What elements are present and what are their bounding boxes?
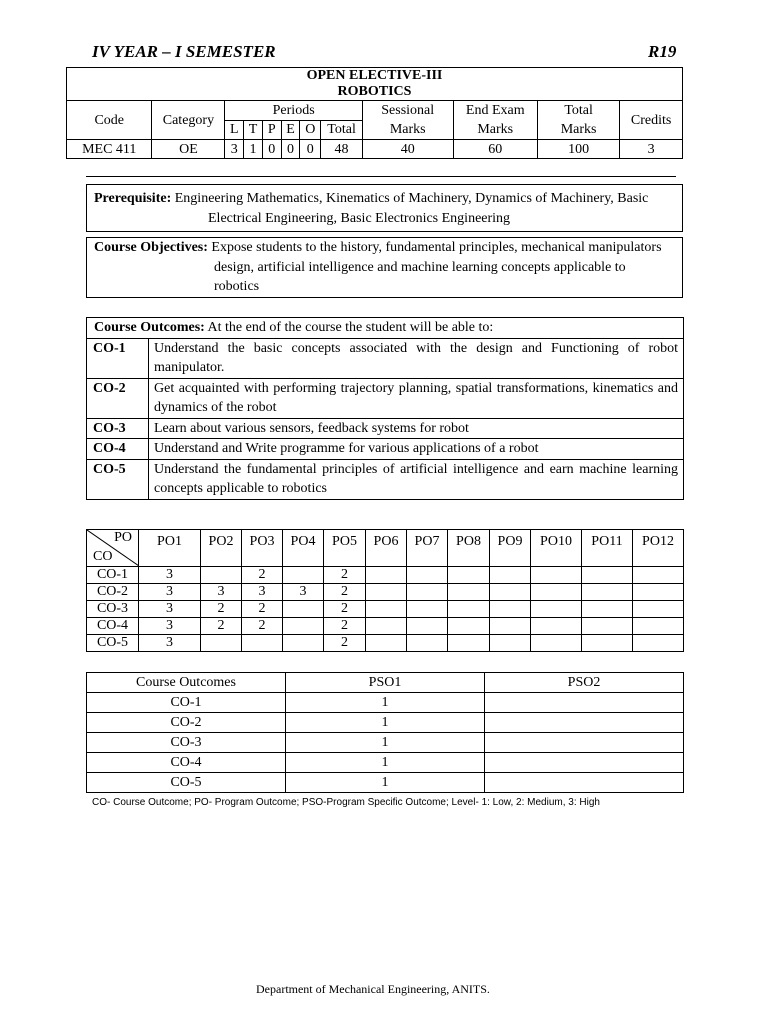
po-column-header: PO10 — [531, 530, 582, 567]
co-pso-matrix — [86, 672, 684, 793]
po-cell — [201, 635, 242, 652]
table-row — [87, 713, 684, 733]
po-cell — [283, 567, 324, 584]
pso-cell-pso2 — [485, 713, 684, 733]
po-cell — [490, 601, 531, 618]
po-cell — [242, 635, 283, 652]
course-outcomes-table — [86, 317, 684, 500]
po-row-co: CO-3 — [87, 601, 139, 618]
co-text: Understand and Write programme for various applications of a robot — [149, 439, 684, 460]
corner-co-label: CO — [93, 549, 113, 564]
l-value: 3 — [225, 140, 244, 159]
prerequisite-box — [86, 184, 683, 232]
objectives-text: Expose students to the history, fundamental principles, mechanical manipulators design, artificial intelligence and machine learning concepts applicable to robotics — [211, 240, 662, 294]
table-row — [87, 567, 684, 584]
po-cell: 2 — [324, 567, 366, 584]
po-cell: 3 — [242, 584, 283, 601]
corner-po-label: PO — [114, 530, 132, 545]
endexam-header: End Exam Marks — [453, 101, 537, 140]
po-cell — [582, 584, 633, 601]
po-cell — [448, 584, 490, 601]
po-column-header: PO3 — [242, 530, 283, 567]
outcomes-intro: At the end of the course the student will be able to: — [207, 320, 494, 335]
po-cell — [531, 601, 582, 618]
po-cell: 2 — [242, 618, 283, 635]
po-cell — [407, 635, 448, 652]
objectives-box — [86, 237, 683, 298]
po-cell — [582, 567, 633, 584]
po-cell: 3 — [139, 584, 201, 601]
outcomes-intro-row — [87, 318, 684, 339]
table-row — [87, 378, 684, 418]
po-cell: 2 — [201, 618, 242, 635]
po-matrix-body — [87, 567, 684, 652]
po-cell — [366, 584, 407, 601]
po-cell — [407, 567, 448, 584]
po-column-header: PO12 — [633, 530, 684, 567]
o-value: 0 — [300, 140, 321, 159]
po-cell: 2 — [324, 584, 366, 601]
category-header: Category — [152, 101, 225, 140]
total-periods-value: 48 — [321, 140, 363, 159]
po-column-header: PO8 — [448, 530, 490, 567]
course-title-cell — [67, 68, 683, 101]
co-text: Understand the basic concepts associated with the design and Functioning of robot manipulator. — [149, 338, 684, 378]
prerequisite-label: Prerequisite: — [94, 191, 172, 206]
pso-header-pso2: PSO2 — [485, 673, 684, 693]
po-cell — [531, 584, 582, 601]
pso-cell-co: CO-3 — [87, 733, 286, 753]
table-row — [87, 601, 684, 618]
table-row — [87, 733, 684, 753]
po-column-header: PO2 — [201, 530, 242, 567]
po-cell: 2 — [324, 601, 366, 618]
table-row — [87, 635, 684, 652]
credits-value: 3 — [620, 140, 683, 159]
po-cell — [633, 635, 684, 652]
po-cell — [448, 601, 490, 618]
pso-header-pso1: PSO1 — [286, 673, 485, 693]
totalmarks-value: 100 — [537, 140, 619, 159]
po-cell — [582, 635, 633, 652]
po-cell: 3 — [139, 601, 201, 618]
po-cell — [633, 567, 684, 584]
pso-cell-pso2 — [485, 733, 684, 753]
sessional-header: Sessional Marks — [362, 101, 453, 140]
pso-header-co: Course Outcomes — [87, 673, 286, 693]
po-co-corner — [87, 530, 139, 567]
page-footer: Department of Mechanical Engineering, ANITS. — [256, 982, 490, 996]
table-row — [87, 693, 684, 713]
po-cell: 2 — [242, 601, 283, 618]
period-t: T — [244, 120, 263, 140]
po-cell — [283, 618, 324, 635]
po-row-co: CO-1 — [87, 567, 139, 584]
objectives-label: Course Objectives: — [94, 240, 208, 255]
po-cell — [283, 601, 324, 618]
po-cell — [201, 567, 242, 584]
regulation-code: R19 — [648, 42, 677, 61]
t-value: 1 — [244, 140, 263, 159]
pso-cell-co: CO-2 — [87, 713, 286, 733]
po-cell: 3 — [283, 584, 324, 601]
co-id: CO-4 — [87, 439, 149, 460]
po-cell: 3 — [201, 584, 242, 601]
po-cell — [490, 635, 531, 652]
po-cell — [531, 618, 582, 635]
po-cell — [531, 635, 582, 652]
po-row-co: CO-5 — [87, 635, 139, 652]
po-cell — [633, 618, 684, 635]
pso-cell-co: CO-5 — [87, 773, 286, 793]
period-p: P — [262, 120, 281, 140]
sessional-value: 40 — [362, 140, 453, 159]
table-row — [87, 439, 684, 460]
po-cell — [448, 635, 490, 652]
po-column-header: PO4 — [283, 530, 324, 567]
po-cell — [633, 601, 684, 618]
table-row — [87, 338, 684, 378]
abbreviation-legend: CO- Course Outcome; PO- Program Outcome; PSO-Program Specific Outcome; Level- 1: Low, 2: Medium, 3: High — [92, 797, 600, 808]
period-l: L — [225, 120, 244, 140]
course-info-table — [66, 67, 683, 159]
co-text: Learn about various sensors, feedback systems for robot — [149, 418, 684, 439]
co-po-matrix — [86, 529, 684, 652]
po-cell: 3 — [139, 618, 201, 635]
po-cell: 2 — [201, 601, 242, 618]
po-cell — [633, 584, 684, 601]
po-cell — [366, 601, 407, 618]
po-column-header: PO9 — [490, 530, 531, 567]
pso-cell-pso2 — [485, 693, 684, 713]
e-value: 0 — [281, 140, 300, 159]
co-id: CO-5 — [87, 459, 149, 499]
po-row-co: CO-4 — [87, 618, 139, 635]
po-cell — [366, 635, 407, 652]
course-name: ROBOTICS — [337, 84, 412, 99]
periods-header: Periods — [225, 101, 363, 121]
po-row-co: CO-2 — [87, 584, 139, 601]
table-row — [87, 773, 684, 793]
co-text: Get acquainted with performing trajectory planning, spatial transformations, kinematics and dynamics of the robot — [149, 378, 684, 418]
po-cell — [366, 567, 407, 584]
table-row — [87, 753, 684, 773]
po-cell — [407, 584, 448, 601]
po-column-header: PO6 — [366, 530, 407, 567]
po-cell — [448, 567, 490, 584]
elective-title: OPEN ELECTIVE-III — [306, 68, 443, 83]
po-column-header: PO1 — [139, 530, 201, 567]
po-cell: 3 — [139, 635, 201, 652]
totalmarks-header: Total Marks — [537, 101, 619, 140]
co-text: Understand the fundamental principles of artificial intelligence and earn machine learning concepts applicable to robotics — [149, 459, 684, 499]
credits-header: Credits — [620, 101, 683, 140]
pso-cell-pso1: 1 — [286, 773, 485, 793]
prerequisite-text: Engineering Mathematics, Kinematics of Machinery, Dynamics of Machinery, Basic Electrical Engineering, Basic Electronics Engineering — [174, 191, 649, 226]
po-cell — [407, 618, 448, 635]
pso-cell-pso1: 1 — [286, 753, 485, 773]
po-column-header: PO11 — [582, 530, 633, 567]
pso-cell-pso1: 1 — [286, 733, 485, 753]
pso-cell-pso1: 1 — [286, 693, 485, 713]
po-cell — [582, 618, 633, 635]
code-header: Code — [67, 101, 152, 140]
p-value: 0 — [262, 140, 281, 159]
po-cell: 2 — [242, 567, 283, 584]
course-code: MEC 411 — [67, 140, 152, 159]
co-id: CO-2 — [87, 378, 149, 418]
course-category: OE — [152, 140, 225, 159]
table-row — [87, 418, 684, 439]
po-cell — [283, 635, 324, 652]
table-row — [87, 618, 684, 635]
po-cell — [366, 618, 407, 635]
divider-line — [86, 176, 676, 177]
pso-cell-pso2 — [485, 773, 684, 793]
po-cell — [490, 567, 531, 584]
outcomes-label: Course Outcomes: — [94, 320, 205, 335]
po-cell — [490, 618, 531, 635]
period-o: O — [300, 120, 321, 140]
pso-cell-co: CO-4 — [87, 753, 286, 773]
table-row — [87, 584, 684, 601]
po-column-header: PO5 — [324, 530, 366, 567]
endexam-value: 60 — [453, 140, 537, 159]
po-cell: 2 — [324, 635, 366, 652]
semester-heading: IV YEAR – I SEMESTER — [92, 42, 276, 61]
pso-cell-co: CO-1 — [87, 693, 286, 713]
pso-cell-pso2 — [485, 753, 684, 773]
period-e: E — [281, 120, 300, 140]
co-id: CO-3 — [87, 418, 149, 439]
pso-cell-pso1: 1 — [286, 713, 485, 733]
po-cell — [582, 601, 633, 618]
po-cell — [490, 584, 531, 601]
pso-matrix-body — [87, 693, 684, 793]
po-cell: 3 — [139, 567, 201, 584]
po-column-header: PO7 — [407, 530, 448, 567]
co-id: CO-1 — [87, 338, 149, 378]
po-cell: 2 — [324, 618, 366, 635]
po-cell — [531, 567, 582, 584]
po-cell — [407, 601, 448, 618]
po-cell — [448, 618, 490, 635]
table-row — [87, 459, 684, 499]
period-total: Total — [321, 120, 363, 140]
